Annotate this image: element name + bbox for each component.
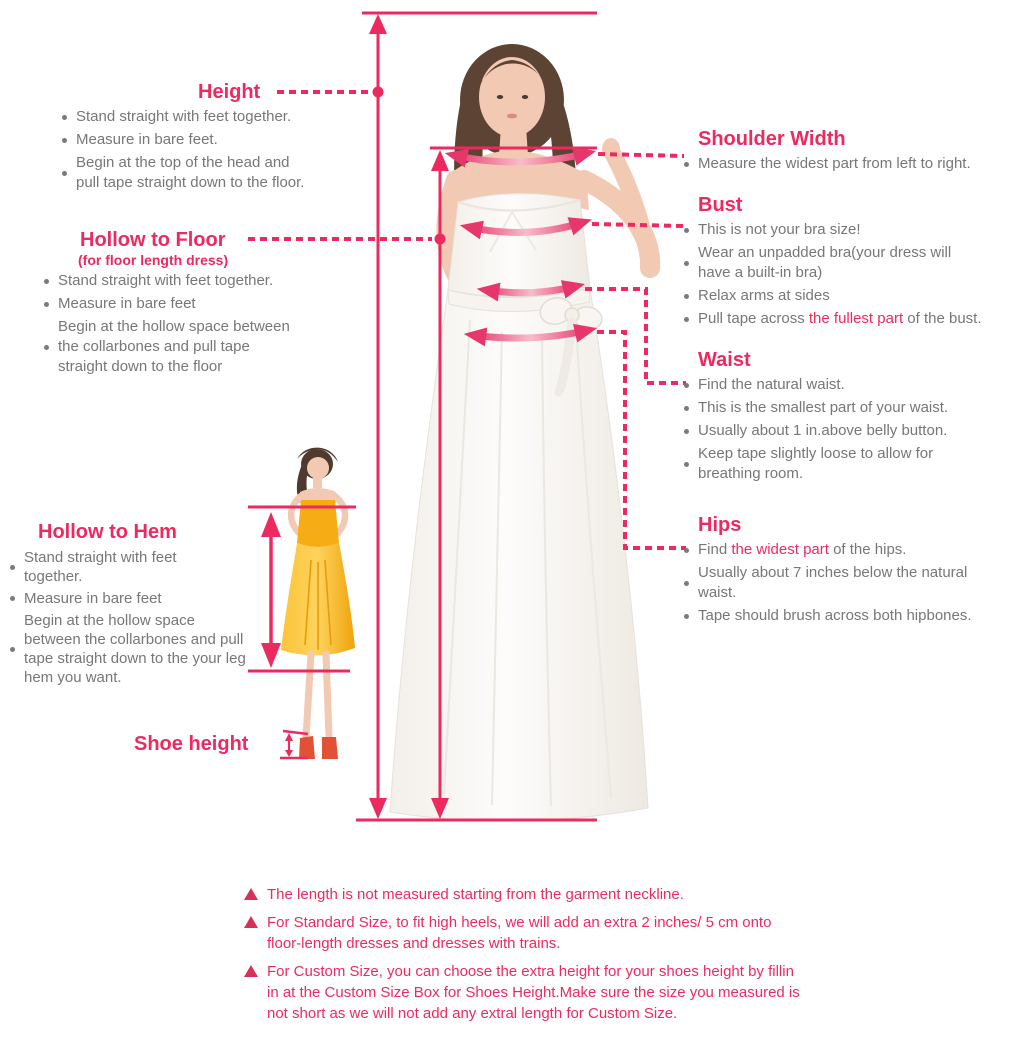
bust-title: Bust [698, 194, 743, 216]
list-item: Measure the widest part from left to right. [684, 154, 1014, 174]
section-hollow-to-floor [44, 228, 364, 380]
bullet-dot-icon [684, 406, 689, 411]
list-item: Stand straight with feet together. [62, 107, 362, 127]
list-item: Begin at the hollow space between the collarbones and pull tape straight down to the floor [44, 317, 364, 377]
bullet-dot-icon [684, 462, 689, 467]
list-item: Measure in bare feet. [62, 130, 362, 150]
section-bust [684, 193, 1014, 332]
list-item: Begin at the top of the head and pull tape straight down to the floor. [62, 153, 362, 193]
highlighted-text: the widest part [731, 541, 829, 558]
list-item: Pull tape across the fullest part of the bust. [684, 309, 1014, 329]
bust-bullets [684, 220, 1014, 329]
list-item: Find the natural waist. [684, 375, 1014, 395]
bullet-dot-icon [684, 162, 689, 167]
hollow-to-floor-subtitle: (for floor length dress) [78, 252, 229, 268]
hips-title: Hips [698, 514, 742, 536]
hollow-to-floor-title: Hollow to Floor [80, 229, 226, 251]
bullet-dot-icon [684, 383, 689, 388]
list-item: Stand straight with feet together. [10, 548, 260, 586]
section-hips [684, 513, 1014, 629]
height-measure-line [369, 14, 387, 819]
hollow-to-hem-bullets [10, 548, 260, 687]
waist-title: Waist [698, 349, 751, 371]
bullet-dot-icon [684, 317, 689, 322]
note-item: The length is not measured starting from the garment neckline. [244, 884, 844, 905]
bullet-dot-icon [684, 614, 689, 619]
list-item: Tape should brush across both hipbones. [684, 606, 1014, 626]
bullet-dot-icon [684, 581, 689, 586]
notes-list [244, 884, 844, 1031]
bullet-dot-icon [44, 279, 49, 284]
shoulder-width-title: Shoulder Width [698, 128, 846, 150]
bullet-dot-icon [684, 228, 689, 233]
bullet-dot-icon [62, 171, 67, 176]
list-item: Relax arms at sides [684, 286, 1014, 306]
bullet-dot-icon [684, 429, 689, 434]
list-item: Begin at the hollow space between the collarbones and pull tape straight down to the your leg hem you want. [10, 611, 260, 687]
warning-triangle-icon [244, 965, 258, 977]
bullet-dot-icon [44, 345, 49, 350]
list-item: This is not your bra size! [684, 220, 1014, 240]
warning-triangle-icon [244, 916, 258, 928]
bullet-dot-icon [62, 115, 67, 120]
bullet-dot-icon [684, 261, 689, 266]
shoe-height-title: Shoe height [134, 733, 249, 755]
waist-bullets [684, 375, 1014, 484]
section-shoulder-width [684, 127, 1014, 177]
bullet-dot-icon [44, 302, 49, 307]
bullet-dot-icon [10, 565, 15, 570]
warning-triangle-icon [244, 888, 258, 900]
list-item: Find the widest part of the hips. [684, 540, 1014, 560]
list-item: Usually about 1 in.above belly button. [684, 421, 1014, 441]
list-item: Wear an unpadded bra(your dress will have a built-in bra) [684, 243, 1014, 283]
list-item: Usually about 7 inches below the natural waist. [684, 563, 1014, 603]
height-title: Height [198, 81, 261, 103]
bullet-dot-icon [62, 138, 67, 143]
small-model-figure [281, 448, 355, 759]
section-hollow-to-hem [10, 520, 260, 690]
note-item: For Standard Size, to fit high heels, we will add an extra 2 inches/ 5 cm onto floor-length dresses and dresses with trains. [244, 912, 844, 954]
hips-bullets [684, 540, 1014, 626]
bullet-dot-icon [684, 548, 689, 553]
section-height [62, 80, 362, 196]
height-bullets [62, 107, 362, 193]
list-item: Measure in bare feet [10, 589, 260, 608]
section-shoe-height [134, 732, 248, 756]
bullet-dot-icon [10, 647, 15, 652]
bullet-dot-icon [684, 294, 689, 299]
note-item: For Custom Size, you can choose the extra height for your shoes height by fillin in at the Custom Size Box for Shoes Height.Make sure the size you measured is not short as we will not add any extral length for Custom Size. [244, 961, 844, 1024]
section-waist [684, 348, 1014, 487]
highlighted-text: the fullest part [808, 310, 904, 327]
hollow-to-hem-title: Hollow to Hem [38, 521, 177, 543]
shoulder-width-bullets [684, 154, 1014, 174]
list-item: Keep tape slightly loose to allow for breathing room. [684, 444, 1014, 484]
list-item: This is the smallest part of your waist. [684, 398, 1014, 418]
list-item: Measure in bare feet [44, 294, 364, 314]
bullet-dot-icon [10, 596, 15, 601]
hollow-to-floor-bullets [44, 271, 364, 377]
list-item: Stand straight with feet together. [44, 271, 364, 291]
